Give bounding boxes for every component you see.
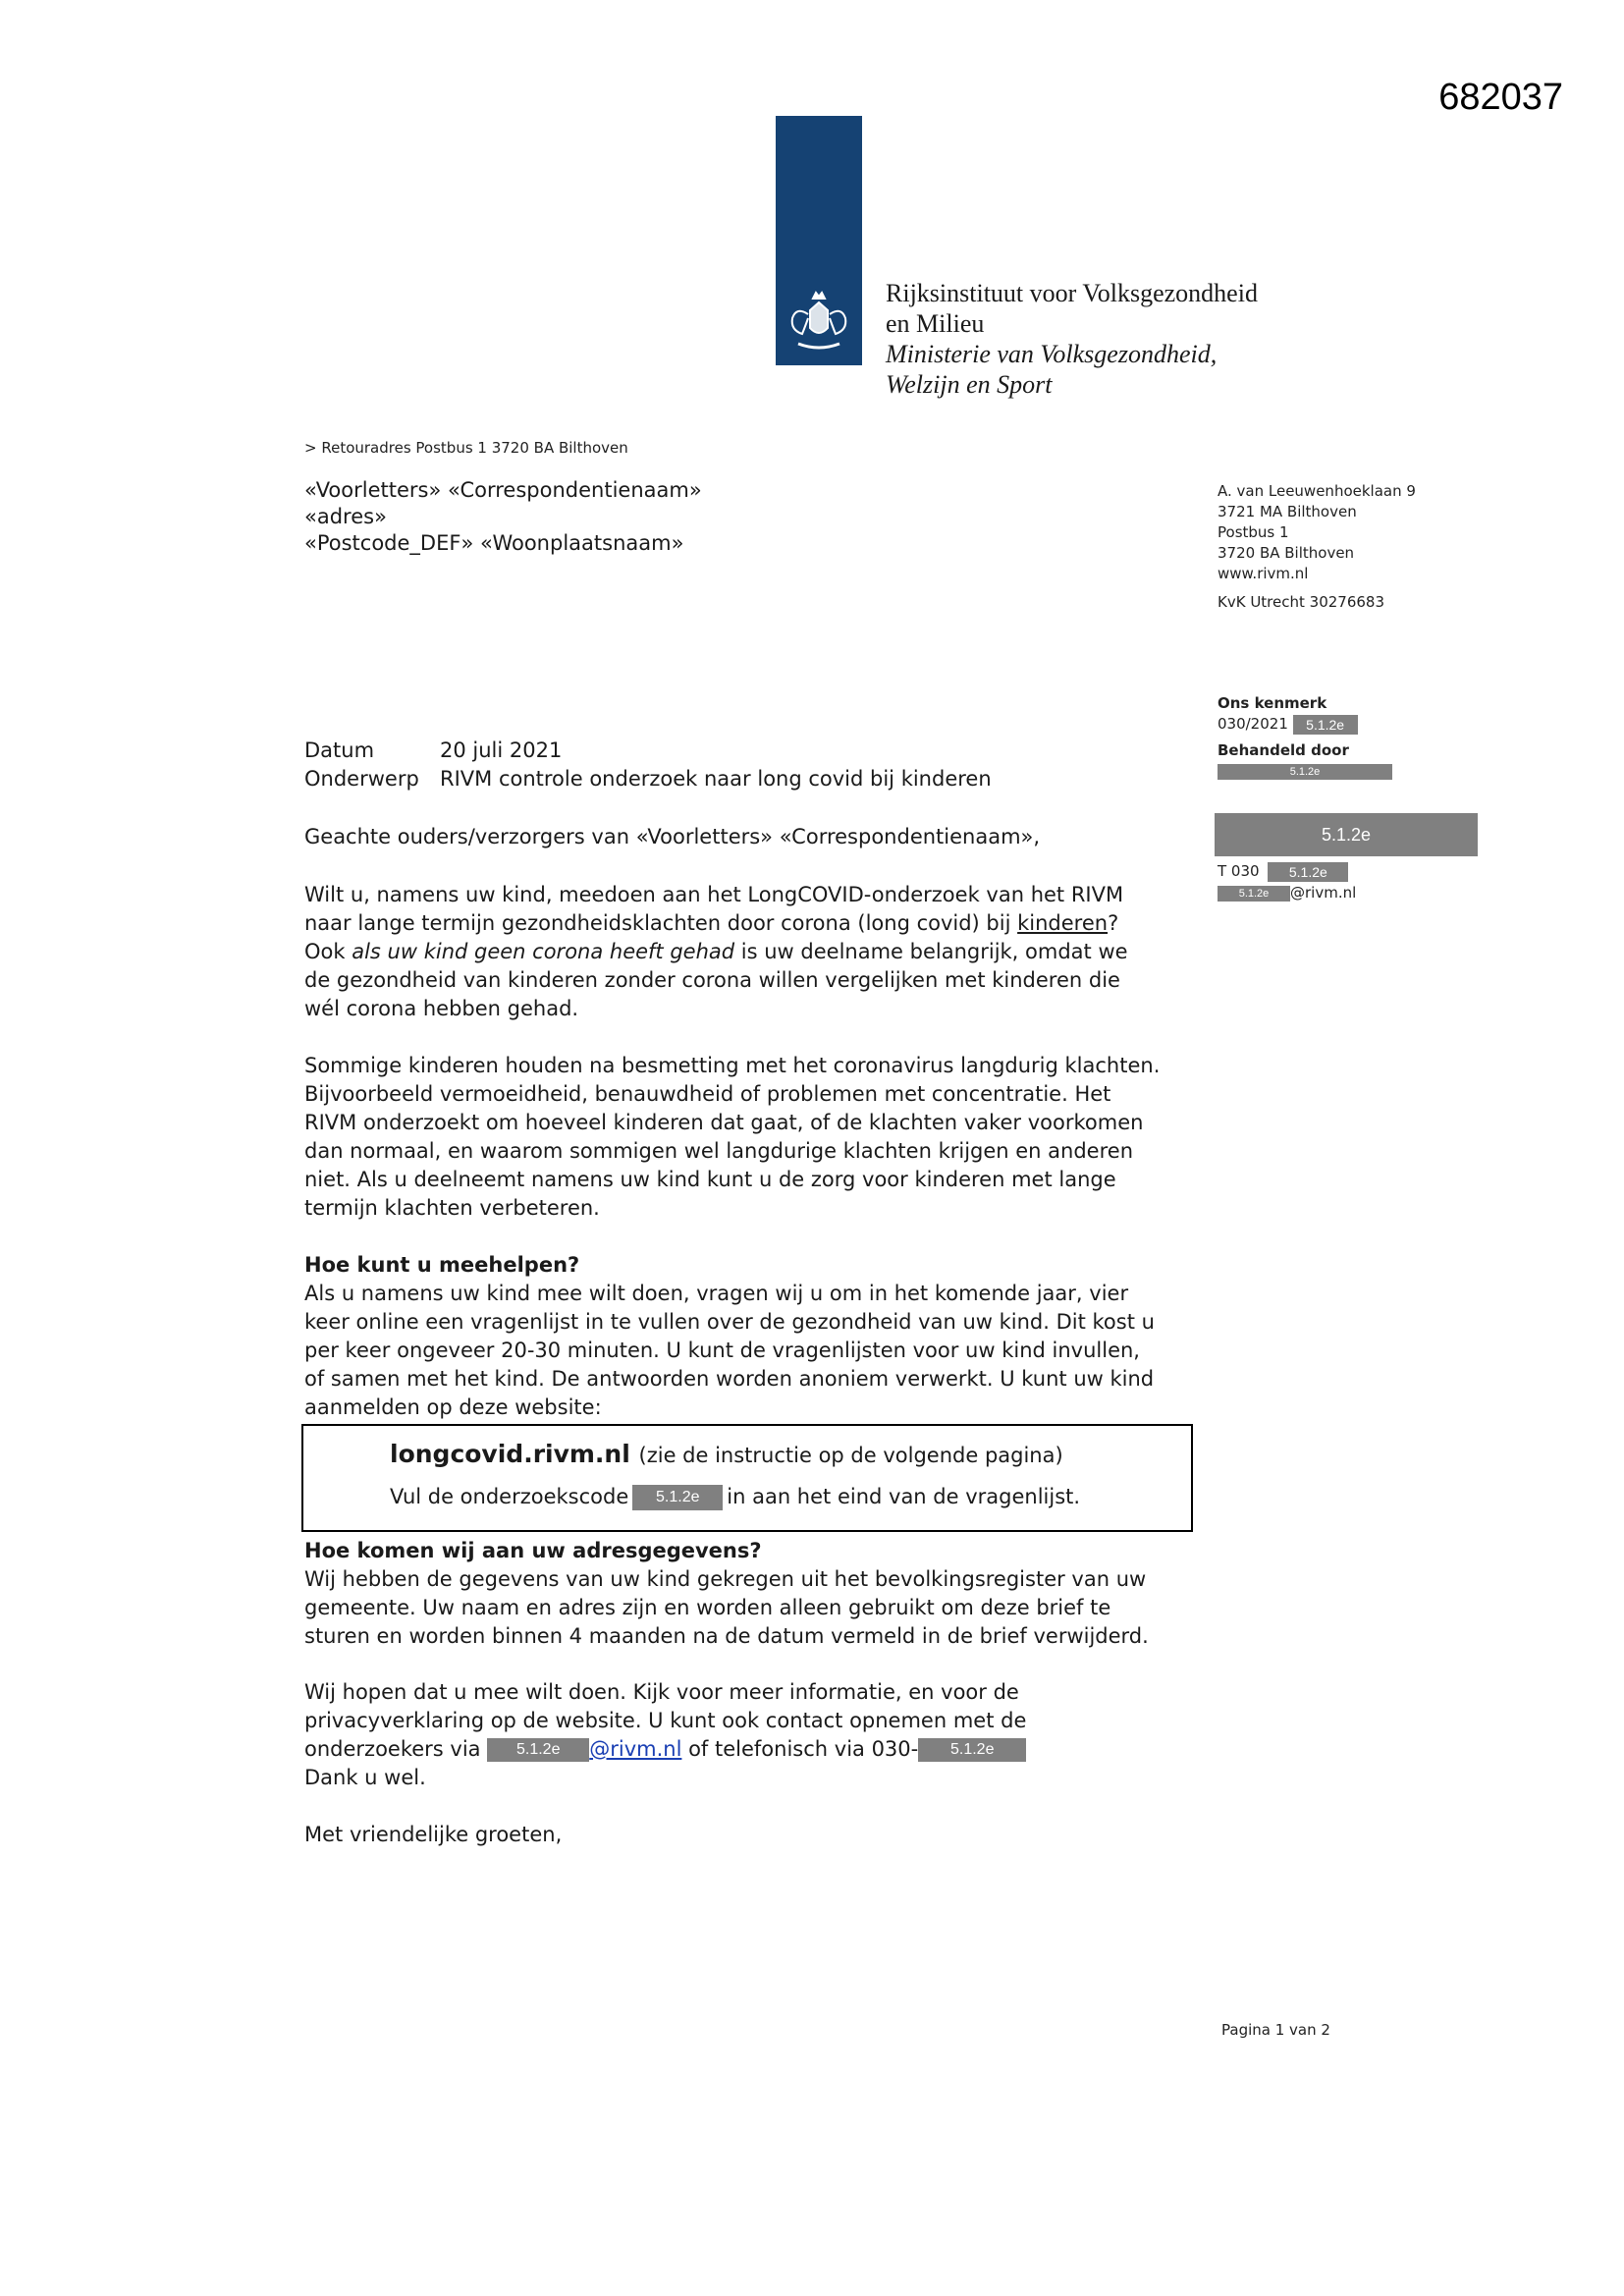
p2-line-5: niet. Als u deelneemt namens uw kind kunt u de zorg voor kinderen met lange: [304, 1168, 1116, 1191]
recipient-address: [304, 477, 702, 557]
recipient-line-1: «Voorletters» «Correspondentienaam»: [304, 478, 702, 502]
p4-line-3: sturen en worden binnen 4 maanden na de datum vermeld in de brief verwijderd.: [304, 1624, 1149, 1648]
ons-kenmerk-label: Ons kenmerk: [1218, 694, 1327, 712]
contact-block: [1218, 860, 1356, 903]
p3-line-3: per keer ongeveer 20-30 minuten. U kunt de vragenlijsten voor uw kind invullen,: [304, 1339, 1140, 1362]
redaction-researcher-phone: 5.1.2e: [918, 1738, 1026, 1762]
heading-adresgegevens: Hoe komen wij aan uw adresgegevens?: [304, 1539, 762, 1562]
org-name-line-1: Rijksinstituut voor Volksgezondheid: [886, 279, 1258, 307]
sender-address: [1218, 481, 1416, 613]
letter-meta: [304, 737, 992, 793]
ministry-line-1: Ministerie van Volksgezondheid,: [886, 340, 1218, 368]
closing: Met vriendelijke groeten,: [304, 1823, 563, 1846]
researcher-email-link[interactable]: @rivm.nl: [589, 1737, 682, 1761]
p1-line-5: wél corona hebben gehad.: [304, 997, 579, 1020]
onderwerp-value: RIVM controle onderzoek naar long covid bij kinderen: [440, 767, 992, 791]
website-url-note: (zie de instructie op de volgende pagina): [638, 1444, 1063, 1467]
sender-city: 3721 MA Bilthoven: [1218, 503, 1357, 520]
behandeld-door-label: Behandeld door: [1218, 741, 1349, 759]
p2-line-4: dan normaal, en waarom sommigen wel langdurige klachten krijgen en anderen: [304, 1139, 1133, 1163]
page-number: Pagina 1 van 2: [1221, 2021, 1330, 2039]
heading-hoe-kunt-u-meehelpen: Hoe kunt u meehelpen?: [304, 1253, 580, 1277]
p1-line-3: Ook als uw kind geen corona heeft gehad is uw deelname belangrijk, omdat we: [304, 940, 1128, 963]
p1-line-1: Wilt u, namens uw kind, meedoen aan het LongCOVID-onderzoek van het RIVM: [304, 883, 1124, 906]
p5-line-1: Wij hopen dat u mee wilt doen. Kijk voor meer informatie, en voor de: [304, 1680, 1019, 1704]
org-name-line-2: en Milieu: [886, 309, 985, 338]
return-address: > Retouradres Postbus 1 3720 BA Bilthoven: [304, 439, 628, 457]
p3-line-2: keer online een vragenlijst in te vullen over de gezondheid van uw kind. Dit kost u: [304, 1310, 1155, 1334]
datum-value: 20 juli 2021: [440, 738, 563, 762]
underlined-kinderen: kinderen: [1017, 911, 1109, 935]
ministry-line-2: Welzijn en Sport: [886, 370, 1053, 399]
sender-postbus: Postbus 1: [1218, 523, 1289, 541]
ons-kenmerk-prefix: 030/2021: [1218, 715, 1288, 733]
section-help: [304, 1251, 1208, 1422]
section-address-source: [304, 1537, 1208, 1651]
italic-phrase: als uw kind geen corona heeft gehad: [352, 940, 735, 963]
p2-line-6: termijn klachten verbeteren.: [304, 1196, 600, 1220]
redaction-email: 5.1.2e: [1218, 886, 1290, 902]
redaction-behandeld-door: 5.1.2e: [1218, 764, 1392, 780]
salutation: Geachte ouders/verzorgers van «Voorletters» «Correspondentienaam»,: [304, 825, 1041, 848]
datum-label: Datum: [304, 738, 375, 762]
p3-line-1: Als u namens uw kind mee wilt doen, vragen wij u om in het komende jaar, vier: [304, 1282, 1129, 1305]
redaction-researcher-email: 5.1.2e: [487, 1738, 589, 1762]
royal-crest-icon: [781, 285, 857, 357]
p2-line-3: RIVM onderzoekt om hoeveel kinderen dat gaat, of de klachten vaker voorkomen: [304, 1111, 1144, 1134]
p4-line-1: Wij hebben de gegevens van uw kind gekregen uit het bevolkingsregister van uw: [304, 1567, 1147, 1591]
redaction-kenmerk: 5.1.2e: [1293, 715, 1358, 735]
sender-kvk: KvK Utrecht 30276683: [1218, 593, 1384, 611]
redaction-name-block: 5.1.2e: [1215, 813, 1478, 856]
p1-line-2: naar lange termijn gezondheidsklachten door corona (long covid) bij kinderen?: [304, 911, 1119, 935]
website-url-line: [390, 1440, 1063, 1468]
organization-name: [886, 278, 1258, 400]
p5-line-2: privacyverklaring op de website. U kunt ook contact opnemen met de: [304, 1709, 1027, 1732]
document-id: 682037: [1438, 77, 1563, 118]
sender-website: www.rivm.nl: [1218, 565, 1309, 582]
recipient-line-2: «adres»: [304, 505, 387, 528]
redaction-research-code: 5.1.2e: [632, 1485, 723, 1510]
paragraph-2: [304, 1052, 1208, 1223]
redaction-phone: 5.1.2e: [1268, 862, 1348, 882]
p2-line-1: Sommige kinderen houden na besmetting met het coronavirus langdurig klachten.: [304, 1054, 1161, 1077]
p1-line-4: de gezondheid van kinderen zonder corona willen vergelijken met kinderen die: [304, 968, 1120, 992]
p4-line-2: gemeente. Uw naam en adres zijn en worden alleen gebruikt om deze brief te: [304, 1596, 1111, 1619]
p3-line-4: of samen met het kind. De antwoorden worden anoniem verwerkt. U kunt uw kind: [304, 1367, 1155, 1391]
website-info-box: [301, 1424, 1193, 1532]
sender-street: A. van Leeuwenhoeklaan 9: [1218, 482, 1416, 500]
email-suffix: @rivm.nl: [1290, 884, 1357, 902]
p5-line-3: onderzoekers via 5.1.2e @rivm.nl of telefonisch via 030- 5.1.2e: [304, 1735, 1208, 1764]
p5-line-4: Dank u wel.: [304, 1766, 426, 1789]
recipient-line-3: «Postcode_DEF» «Woonplaatsnaam»: [304, 531, 684, 555]
paragraph-5: [304, 1678, 1208, 1792]
p3-line-5: aanmelden op deze website:: [304, 1395, 602, 1419]
phone-prefix: T 030: [1218, 862, 1260, 880]
reference-block: [1218, 693, 1392, 782]
website-url[interactable]: longcovid.rivm.nl: [390, 1440, 630, 1468]
sender-postbus-city: 3720 BA Bilthoven: [1218, 544, 1355, 562]
paragraph-1: [304, 881, 1208, 1023]
research-code-line: Vul de onderzoekscode 5.1.2e in aan het eind van de vragenlijst.: [390, 1485, 1081, 1508]
p2-line-2: Bijvoorbeeld vermoeidheid, benauwdheid of problemen met concentratie. Het: [304, 1082, 1111, 1106]
onderwerp-label: Onderwerp: [304, 767, 419, 791]
